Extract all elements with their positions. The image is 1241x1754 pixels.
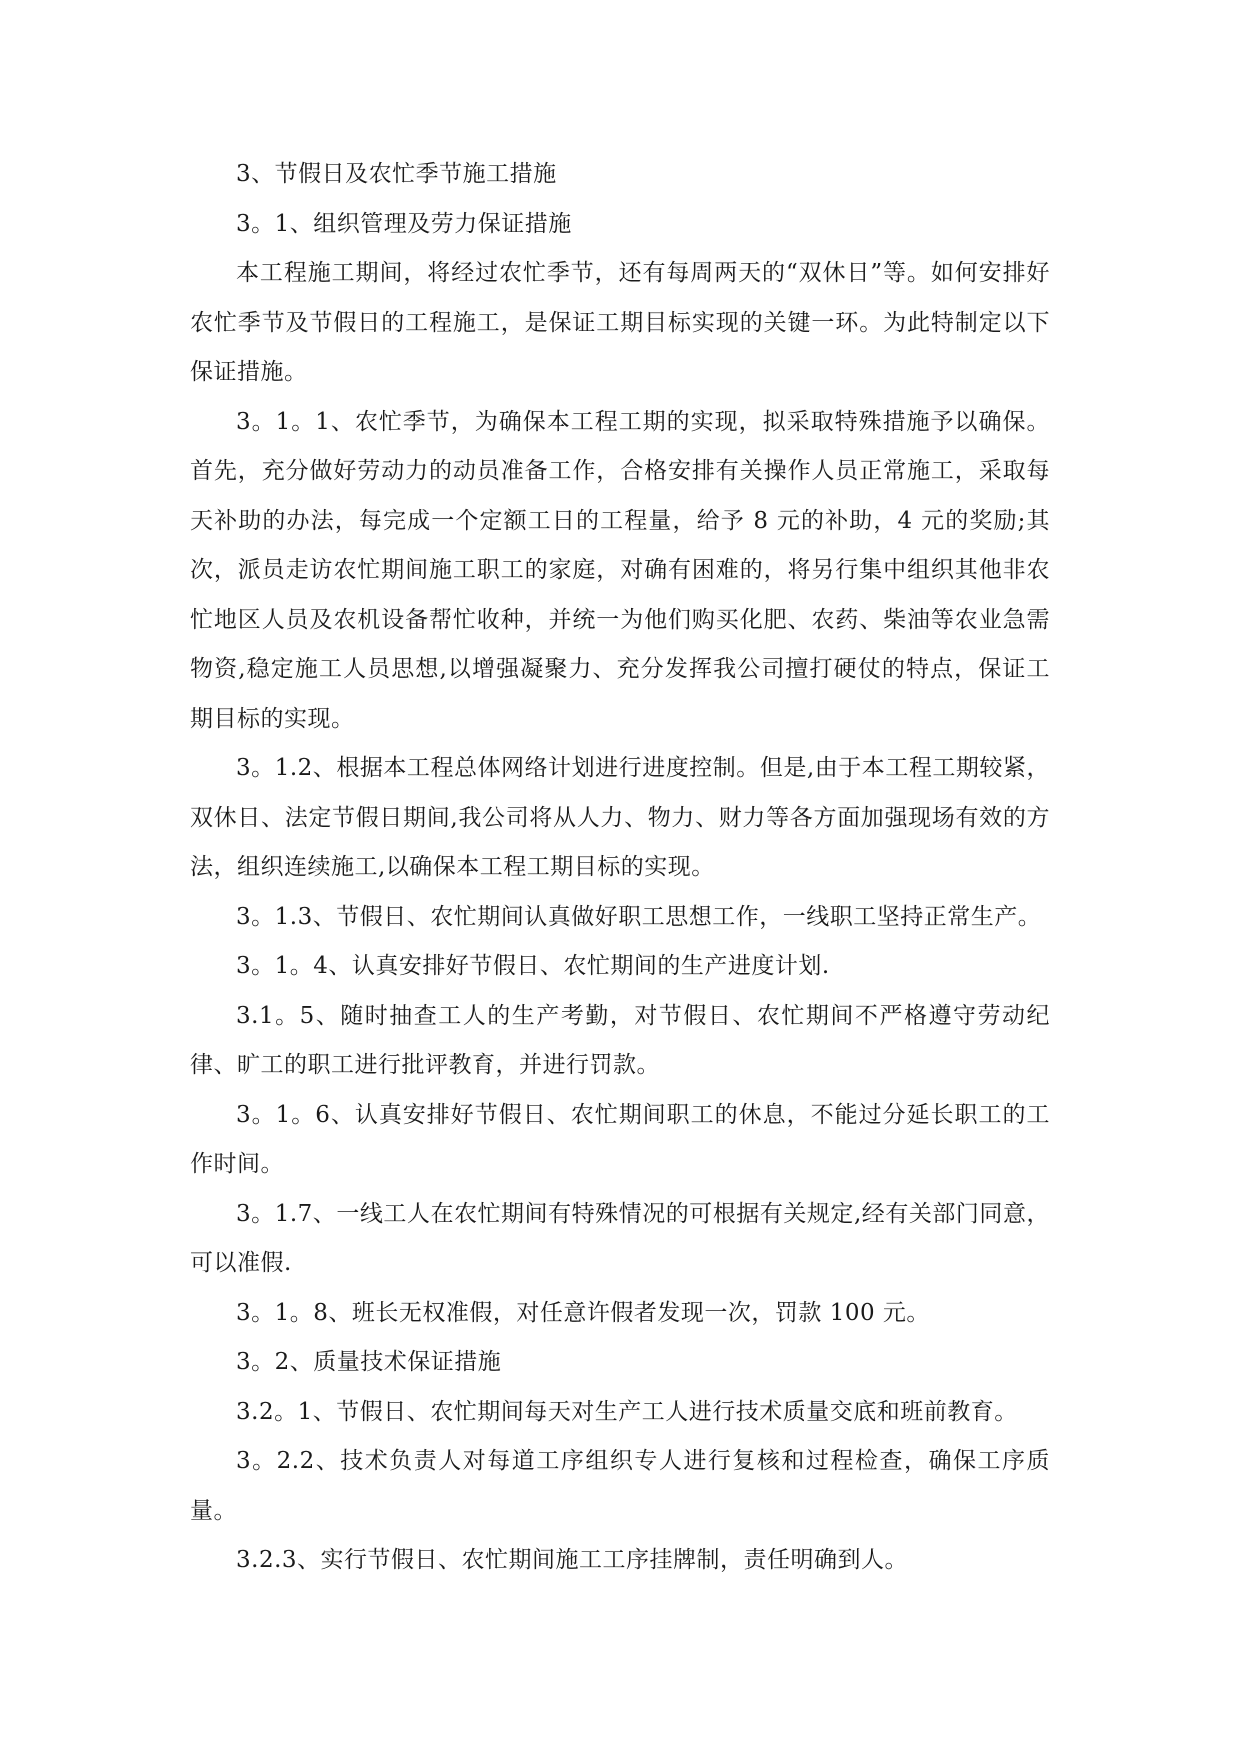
intro-paragraph: 本工程施工期间，将经过农忙季节，还有每周两天的“双休日”等。如何安排好农忙季节及节假日的工程施工，是保证工期目标实现的关键一环。为此特制定以下保证措施。 xyxy=(190,260,1050,385)
paragraph-3-2-3: 3.2.3、实行节假日、农忙期间施工工序挂牌制，责任明确到人。 xyxy=(236,1547,909,1573)
document-body xyxy=(190,150,1050,1586)
paragraph-3-1-6: 3。1。6、认真安排好节假日、农忙期间职工的休息，不能过分延长职工的工作时间。 xyxy=(190,1101,1050,1177)
paragraph-3-1-7: 3。1.7、一线工人在农忙期间有特殊情况的可根据有关规定,经有关部门同意，可以准假. xyxy=(190,1200,1050,1276)
paragraph-3-1-5: 3.1。5、随时抽查工人的生产考勤，对节假日、农忙期间不严格遵守劳动纪律、旷工的职工进行批评教育，并进行罚款。 xyxy=(190,1002,1050,1078)
paragraph-3-1-2: 3。1.2、根据本工程总体网络计划进行进度控制。但是,由于本工程工期较紧，双休日、法定节假日期间,我公司将从人力、物力、财力等各方面加强现场有效的方法，组织连续施工,以确保本工程工期目标的实现。 xyxy=(190,755,1050,880)
paragraph-3-2-1: 3.2。1、节假日、农忙期间每天对生产工人进行技术质量交底和班前教育。 xyxy=(236,1398,1018,1425)
paragraph-3-1-1: 3。1。1、农忙季节，为确保本工程工期的实现，拟采取特殊措施予以确保。首先，充分做好劳动力的动员准备工作，合格安排有关操作人员正常施工，采取每天补助的办法，每完成一个定额工日的工程量，给予 8 元的补助，4 元的奖励;其次，派员走访农忙期间施工职工的家庭，对确有困难的，将另行集中组织其他非农忙地区人员及农机设备帮忙收种，并统一为他们购买化肥、农药、柴油等农业急需物资,稳定施工人员思想,以增强凝聚力、充分发挥我公司擅打硬仗的特点，保证工期目标的实现。 xyxy=(190,408,1050,732)
subsection-heading: 3。1、组织管理及劳力保证措施 xyxy=(236,210,572,237)
paragraph-3-2-2: 3。2.2、技术负责人对每道工序组织专人进行复核和过程检查，确保工序质量。 xyxy=(190,1448,1050,1524)
section-heading: 3、节假日及农忙季节施工措施 xyxy=(236,161,557,187)
subsection-heading: 3。2、质量技术保证措施 xyxy=(236,1349,502,1375)
paragraph-3-1-8: 3。1。8、班长无权准假，对任意许假者发现一次，罚款 100 元。 xyxy=(236,1299,930,1326)
paragraph-3-1-4: 3。1。4、认真安排好节假日、农忙期间的生产进度计划. xyxy=(236,953,830,979)
paragraph-3-1-3: 3。1.3、节假日、农忙期间认真做好职工思想工作，一线职工坚持正常生产。 xyxy=(236,903,1042,930)
